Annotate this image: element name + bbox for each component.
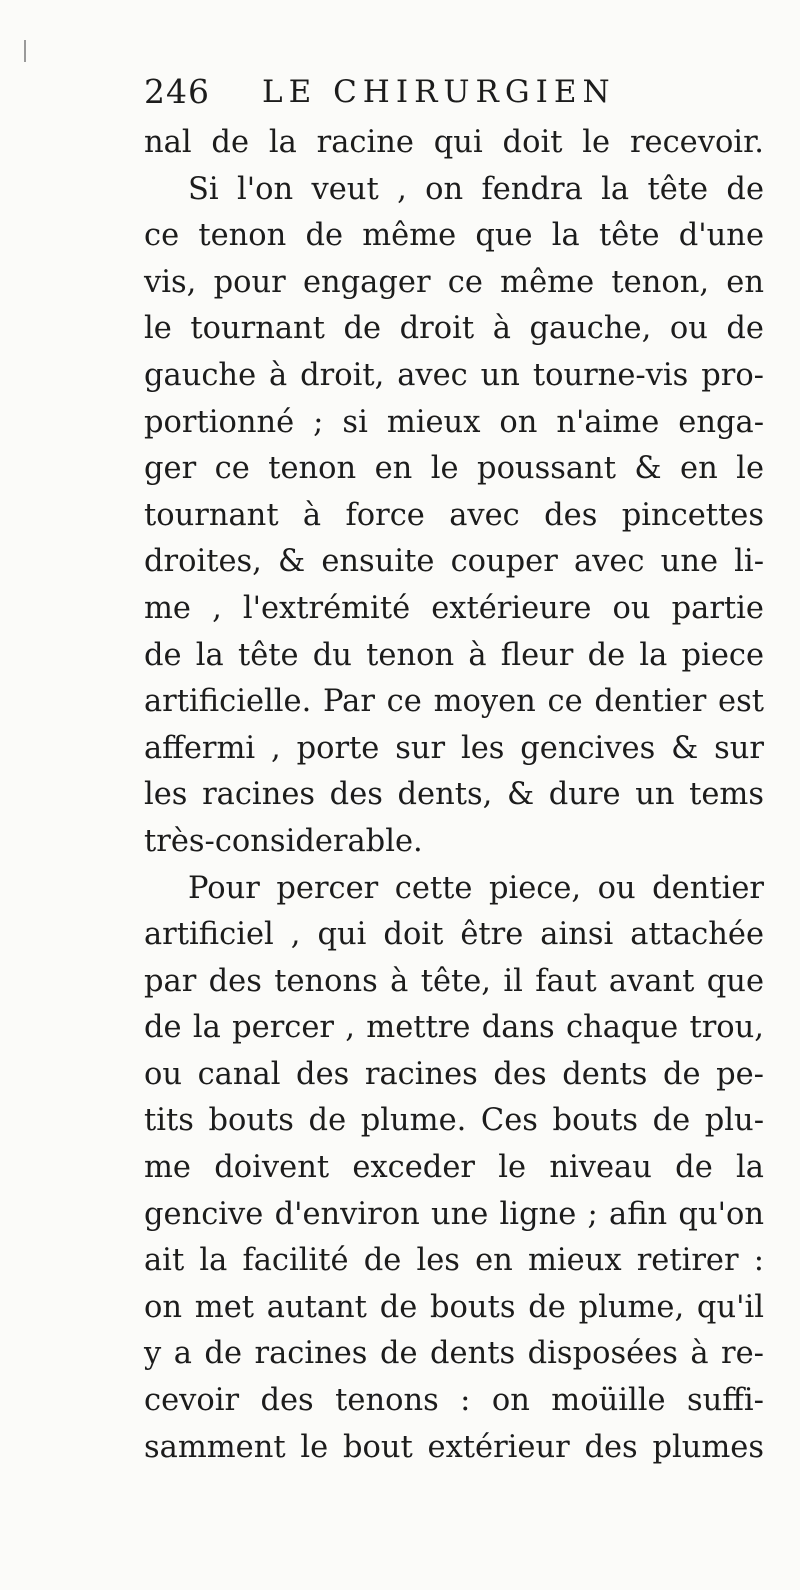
text-line: par des tenons à tête, il faut avant que — [144, 963, 764, 999]
text-line: ou canal des racines des dents de pe- — [144, 1056, 764, 1092]
text-line: de la percer , mettre dans chaque trou, — [144, 1010, 764, 1046]
text-line: vis, pour engager ce même tenon, en — [144, 264, 764, 300]
text-line: on met autant de bouts de plume, qu'il — [144, 1289, 764, 1325]
page-number: 246 — [144, 72, 210, 111]
text-line: ger ce tenon en le poussant & en le — [144, 451, 764, 487]
text-line: artificiel , qui doit être ainsi attachée — [144, 917, 764, 953]
page-header — [144, 66, 709, 118]
text-line: droites, & ensuite couper avec une li- — [144, 544, 764, 580]
text-line: les racines des dents, & dure un tems — [144, 777, 764, 813]
paragraph-first-line: Pour percer cette piece, ou dentier — [188, 870, 764, 906]
text-line: gencive d'environ une ligne ; afin qu'on — [144, 1196, 764, 1232]
text-line: affermi , porte sur les gencives & sur — [144, 730, 764, 766]
text-line: y a de racines de dents disposées à re- — [144, 1336, 764, 1372]
text-line: me , l'extrémité extérieure ou partie — [144, 590, 764, 626]
text-line: artificielle. Par ce moyen ce dentier est — [144, 684, 764, 720]
paragraph-first-line: Si l'on veut , on fendra la tête de — [188, 171, 764, 207]
text-line: de la tête du tenon à fleur de la piece — [144, 637, 764, 673]
text-line: nal de la racine qui doit le recevoir. — [144, 125, 764, 160]
text-line: tits bouts de plume. Ces bouts de plu- — [144, 1103, 764, 1139]
margin-mark — [24, 40, 26, 62]
text-line: gauche à droit, avec un tourne-vis pro- — [144, 357, 764, 393]
text-line: ce tenon de même que la tête d'une — [144, 218, 764, 254]
text-line: le tournant de droit à gauche, ou de — [144, 311, 764, 347]
text-line: me doivent exceder le niveau de la — [144, 1150, 764, 1186]
paragraph-last-line: très-considerable. — [144, 823, 423, 859]
running-head: LE CHIRURGIEN — [262, 74, 616, 110]
text-line: tournant à force avec des pincettes — [144, 497, 764, 533]
text-line: samment le bout extérieur des plumes — [144, 1429, 764, 1465]
text-line: portionné ; si mieux on n'aime enga- — [144, 404, 764, 440]
text-line: ait la facilité de les en mieux retirer : — [144, 1243, 764, 1279]
text-line: cevoir des tenons : on moüille suffi- — [144, 1383, 764, 1419]
body-text — [144, 120, 764, 1471]
